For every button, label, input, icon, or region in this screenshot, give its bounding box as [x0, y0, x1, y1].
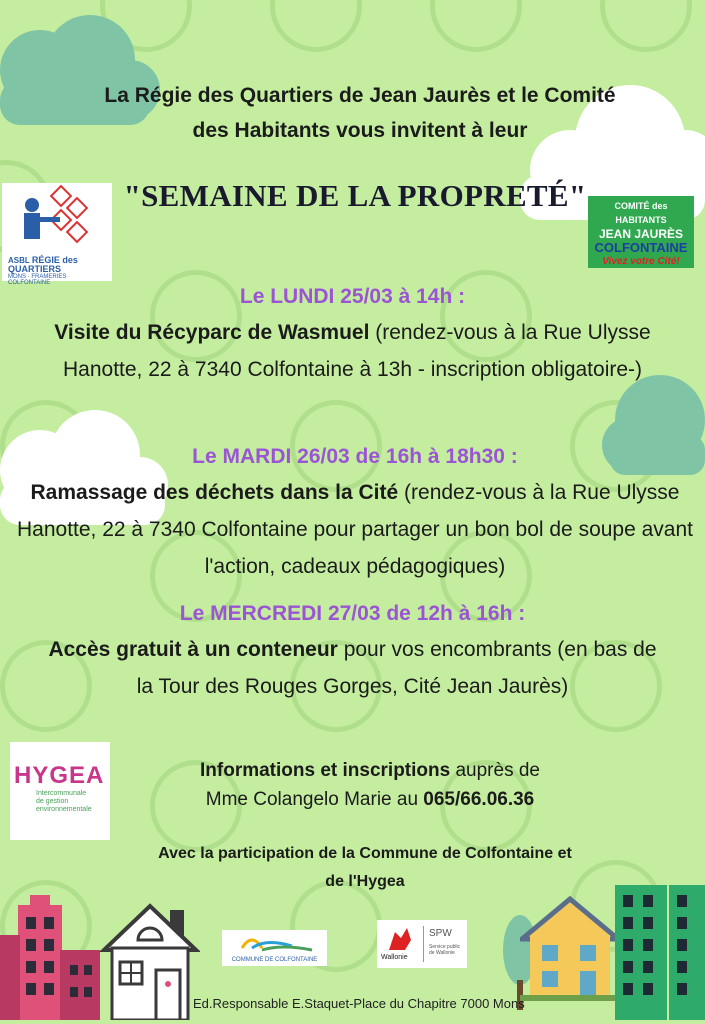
info-text: auprès de: [450, 760, 540, 781]
event-activity: Visite du Récyparc de Wasmuel: [54, 321, 370, 344]
regie-emblem-icon: [2, 183, 112, 251]
event-monday: [20, 285, 685, 388]
hygea-logo-sub3: environnementale: [36, 806, 92, 813]
colfontaine-logo-text: COMMUNE DE COLFONTAINE: [231, 957, 318, 963]
event-tuesday: [15, 445, 695, 585]
wallonie-logo-text: Wallonie: [381, 954, 408, 961]
comite-logo-line3: COLFONTAINE: [594, 240, 688, 255]
colfontaine-logo: [222, 930, 327, 966]
colfontaine-emblem-icon: [222, 930, 327, 952]
hygea-logo-sub2: de gestion: [36, 798, 69, 805]
partner-line-2: de l'Hygea: [325, 873, 405, 890]
regie-logo-cities: MONS · FRAMERIES · COLFONTAINE: [8, 274, 71, 286]
building-pink-illustration: [0, 895, 100, 1020]
wallonie-logo: [377, 920, 467, 968]
event-day: Le LUNDI 25/03 à 14h :: [239, 285, 466, 308]
event-activity: Ramassage des déchets dans la Cité: [30, 481, 399, 504]
partner-text: [90, 840, 640, 896]
intro-line-1: La Régie des Quartiers de Jean Jaurès et le Comité: [104, 84, 616, 107]
info-contact: Mme Colangelo Marie au: [205, 789, 424, 810]
info-phone: 065/66.06.36: [423, 789, 535, 810]
event-day: Le MARDI 26/03 de 16h à 18h30 :: [192, 445, 518, 468]
event-description: [40, 631, 665, 705]
footer-responsible-editor: Ed.Responsable E.Staquet-Place du Chapitre 7000 Mons: [193, 996, 525, 1011]
building-green-illustration: [615, 885, 705, 1020]
regie-logo-name: RÉGIE des QUARTIERS: [8, 255, 78, 274]
event-details: pour vos encombrants (en bas de la Tour des Rouges Gorges, Cité Jean Jaurès): [136, 638, 657, 698]
event-title: "SEMAINE DE LA PROPRETÉ": [123, 178, 587, 213]
house-yellow-illustration: [520, 895, 625, 1005]
regie-logo: [2, 183, 112, 286]
house-white-illustration: [98, 900, 200, 1020]
event-description: [20, 314, 685, 388]
event-description: [15, 474, 695, 585]
event-details: (rendez-vous à la Rue Ulysse Hanotte, 22 à 7340 Colfontaine à 13h - inscription obligatoire-): [62, 321, 651, 381]
intro-line-2: des Habitants vous invitent à leur: [192, 119, 528, 142]
hygea-logo: [10, 742, 110, 840]
partner-line-1: Avec la participation de la Commune de Colfontaine et: [158, 845, 572, 862]
event-activity: Accès gratuit à un conteneur: [48, 638, 338, 661]
comite-logo: [588, 196, 694, 268]
info-bold: Informations et inscriptions: [200, 760, 451, 781]
contact-info: [150, 756, 590, 814]
spw-logo-text: SPW: [429, 928, 452, 939]
intro-text: [30, 78, 690, 148]
event-day: Le MERCREDI 27/03 de 12h à 16h :: [179, 602, 526, 625]
event-wednesday: [40, 602, 665, 705]
rooster-icon: [385, 924, 415, 954]
comite-logo-line4: Vivez votre Cité!: [602, 256, 680, 267]
comite-logo-line2: JEAN JAURÈS: [598, 227, 684, 241]
event-details: (rendez-vous à la Rue Ulysse Hanotte, 22 à 7340 Colfontaine pour partager un bon bol de soupe avant l'action, cadeaux pédagogiques): [16, 481, 693, 578]
comite-logo-line1: COMITÉ des HABITANTS: [614, 201, 668, 225]
hygea-logo-name: HYGEA: [14, 762, 105, 789]
regie-logo-asbl: ASBL: [8, 256, 30, 265]
hygea-logo-sub1: Intercommunale: [36, 790, 87, 797]
spw-logo-subtext: Service public de Wallonie: [429, 944, 461, 956]
